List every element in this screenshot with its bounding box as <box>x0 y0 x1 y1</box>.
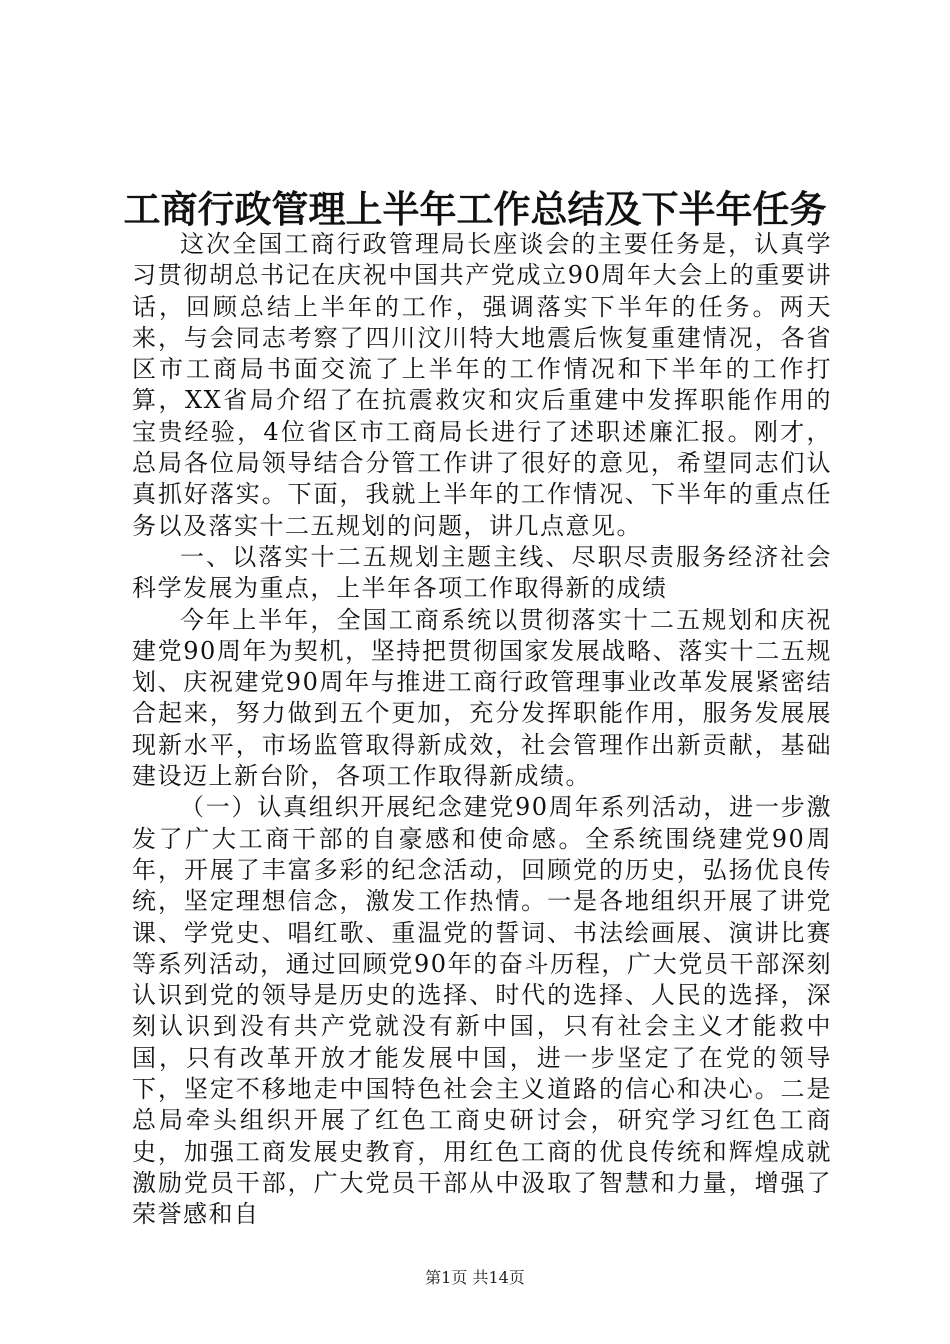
paragraph-intro: 这次全国工商行政管理局长座谈会的主要任务是，认真学习贯彻胡总书记在庆祝中国共产党成立90周年大会上的重要讲话，回顾总结上半年的工作，强调落实下半年的任务。两天来，与会同志考察了四川汶川特大地震后恢复重建情况，各省区市工商局书面交流了上半年的工作情况和下半年的工作打算，XX省局介绍了在抗震救灾和灾后重建中发挥职能作用的宝贵经验，4位省区市工商局长进行了述职述廉汇报。刚才，总局各位局领导结合分管工作讲了很好的意见，希望同志们认真抓好落实。下面，我就上半年的工作情况、下半年的重点任务以及落实十二五规划的问题，讲几点意见。 <box>132 230 832 540</box>
document-body <box>132 229 832 1231</box>
page-footer: 第1页 共14页 <box>425 1268 525 1287</box>
document-title: 工商行政管理上半年工作总结及下半年任务 <box>123 187 827 231</box>
paragraph-overview: 今年上半年，全国工商系统以贯彻落实十二五规划和庆祝建党90周年为契机，坚持把贯彻国家发展战略、落实十二五规划、庆祝建党90周年与推进工商行政管理事业改革发展紧密结合起来，努力做到五个更加，充分发挥职能作用，服务发展展现新水平，市场监管取得新成效，社会管理作出新贡献，基础建设迈上新台阶，各项工作取得新成绩。 <box>132 605 832 791</box>
paragraph-item-one: （一）认真组织开展纪念建党90周年系列活动，进一步激发了广大工商干部的自豪感和使命感。全系统围绕建党90周年，开展了丰富多彩的纪念活动，回顾党的历史，弘扬优良传统，坚定理想信念，激发工作热情。一是各地组织开展了讲党课、学党史、唱红歌、重温党的誓词、书法绘画展、演讲比赛等系列活动，通过回顾党90年的奋斗历程，广大党员干部深刻认识到党的领导是历史的选择、时代的选择、人民的选择，深刻认识到没有共产党就没有新中国，只有社会主义才能救中国，只有改革开放才能发展中国，进一步坚定了在党的领导下，坚定不移地走中国特色社会主义道路的信心和决心。二是总局牵头组织开展了红色工商史研讨会，研究学习红色工商史，加强工商发展史教育，用红色工商的优良传统和辉煌成就激励党员干部，广大党员干部从中汲取了智慧和力量，增强了荣誉感和自 <box>132 793 832 1229</box>
paragraph-section-heading: 一、以落实十二五规划主题主线、尽职尽责服务经济社会科学发展为重点，上半年各项工作取得新的成绩 <box>132 542 832 603</box>
